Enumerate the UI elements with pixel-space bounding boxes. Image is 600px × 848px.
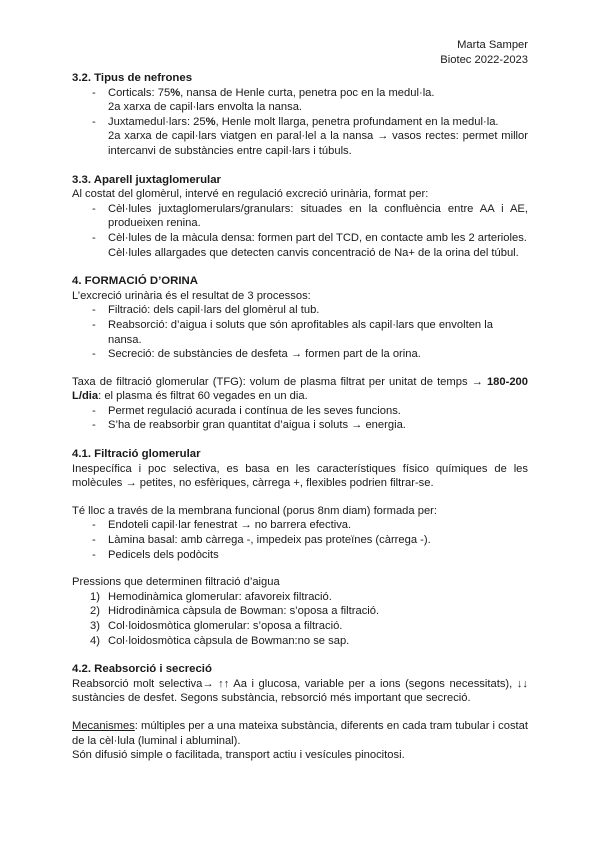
list-item: - Permet regulació acurada i contínua de les seves funcions.	[72, 404, 528, 419]
item-number: 3)	[90, 620, 100, 632]
list-item	[72, 231, 528, 260]
nephron-types-list	[72, 86, 528, 159]
section-heading-reabsorption: 4.2. Reabsorció i secreció	[72, 663, 212, 676]
list-item	[72, 619, 528, 634]
mechanisms-paragraph	[72, 719, 528, 748]
item-bold: %	[205, 115, 216, 128]
list-item	[72, 86, 528, 115]
paragraph: Reabsorció molt selectiva→ ↑↑ Aa i glucosa, variable per a ions (segons necessitats), ↓↓ sustàncies de desfet. Segons substància, rebsorció més important que secreció.	[72, 677, 528, 705]
section-heading-nephron-types: 3.2. Tipus de nefrones	[72, 72, 193, 84]
item-text: , nansa de Henle curta, penetra poc en la medul·la.	[180, 86, 435, 99]
list-item: - Secreció: de substàncies de desfeta → formen part de la orina.	[72, 347, 528, 362]
section-heading-glomerular-filtration: 4.1. Filtració glomerular	[72, 448, 201, 461]
course-label: Biotec 2022-2023	[440, 53, 528, 66]
item-extra: 2a xarxa de capil·lars envolta la nansa.	[108, 101, 303, 114]
item-number: 1)	[90, 590, 100, 603]
item-extra: Cèl·lules allargades que detecten canvis concentració de Na+ de la orina del túbul.	[108, 246, 519, 259]
mechanisms-text: : múltiples per a una mateixa substància, diferents en cada tram tubular i costat de la cèl·lula (luminal i abluminal).	[72, 719, 528, 747]
list-item: - Làmina basal: amb càrrega -, impedeix pas proteïnes (càrrega -).	[72, 533, 528, 548]
list-item	[72, 115, 528, 159]
tfg-paragraph	[72, 375, 528, 404]
juxtaglomerular-list	[72, 202, 528, 260]
item-text: Hidrodinàmica càpsula de Bowman: s’oposa a filtració.	[108, 605, 380, 618]
item-number: 2)	[90, 605, 100, 618]
list-item: - Cèl·lules juxtaglomerulars/granulars: situades en la confluència entre AA i AE, produeixen renina.	[72, 202, 528, 231]
list-item	[72, 590, 528, 605]
list-item: - Pedicels dels podòcits	[72, 548, 528, 563]
list-item: - Filtració: dels capil·lars del glomèrul al tub.	[72, 303, 528, 318]
author-name: Marta Samper	[457, 39, 528, 51]
item-text: Juxtamedul·lars: 25	[108, 115, 206, 128]
item-extra: 2a xarxa de capil·lars viatgen en paral·lel a la nansa → vasos rectes: permet millor intercanvi de substàncies entre capil·lars i túbuls.	[108, 130, 528, 157]
item-text: Corticals: 75	[108, 86, 171, 99]
paragraph: Al costat del glomèrul, intervé en regulació excreció urinària, format per:	[72, 188, 429, 201]
list-item	[72, 634, 528, 649]
list-item: - Reabsorció: d’aigua i soluts que són aprofitables als capil·lars que envolten la nansa.	[72, 318, 528, 347]
section-heading-urine-formation: 4. FORMACIÓ D’ORINA	[72, 275, 198, 288]
item-bold: %	[170, 86, 181, 99]
item-text: , Henle molt llarga, penetra profundament en la medul·la.	[215, 115, 499, 128]
paragraph: Són difusió simple o facilitada, transport actiu i vesícules pinocitosi.	[72, 749, 405, 762]
mechanisms-label: Mecanismes	[72, 719, 135, 732]
item-text: Col·loidosmòtica glomerular: s’oposa a filtració.	[108, 620, 343, 632]
tfg-text: Taxa de filtració glomerular (TFG): volum de plasma filtrat per unitat de temps →	[72, 375, 487, 388]
paragraph: L’excreció urinària és el resultat de 3 processos:	[72, 289, 311, 302]
section-heading-juxtaglomerular: 3.3. Aparell juxtaglomerular	[72, 173, 221, 186]
page-header	[440, 38, 528, 67]
tfg-bold: 180-200 L/dia	[72, 375, 528, 403]
list-item: - S’ha de reabsorbir gran quantitat d’aigua i soluts → energia.	[72, 418, 528, 433]
item-number: 4)	[90, 634, 100, 647]
membrane-list	[72, 518, 528, 562]
processes-list	[72, 303, 528, 361]
paragraph: Pressions que determinen filtració d’aigua	[72, 576, 280, 589]
list-item	[72, 604, 528, 619]
document-body	[72, 71, 528, 763]
item-text: Cèl·lules de la màcula densa: formen part del TCD, en contacte amb les 2 arterioles.	[108, 231, 527, 244]
paragraph: Inespecífica i poc selectiva, es basa en les característiques físico químiques de les molècules → petites, no esfèriques, càrrega +, flexibles podrien filtrar-se.	[72, 462, 528, 490]
item-text: Hemodinàmica glomerular: afavoreix filtració.	[108, 590, 332, 603]
tfg-list	[72, 404, 528, 433]
tfg-text: : el plasma és filtrat 60 vegades en un dia.	[98, 390, 308, 403]
pressures-list	[72, 590, 528, 648]
item-text: Col·loidosmòtica càpsula de Bowman:no se sap.	[108, 634, 350, 647]
paragraph: Té lloc a través de la membrana funcional (porus 8nm diam) formada per:	[72, 504, 438, 517]
list-item: - Endoteli capil·lar fenestrat → no barrera efectiva.	[72, 518, 528, 533]
